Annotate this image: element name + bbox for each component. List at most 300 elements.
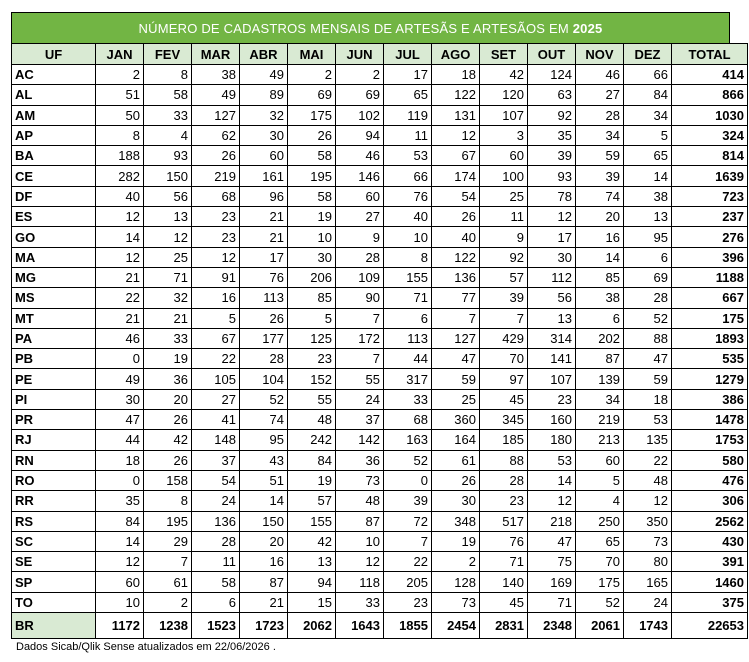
month-cell: 23 [528,389,576,409]
month-cell: 67 [432,146,480,166]
month-cell: 36 [336,450,384,470]
month-cell: 73 [336,470,384,490]
month-cell: 97 [480,369,528,389]
total-cell: 2562 [672,511,748,531]
month-cell: 5 [288,308,336,328]
month-cell: 78 [528,186,576,206]
uf-cell: MA [12,247,96,267]
total-cell: 22653 [672,613,748,639]
total-cell: 1279 [672,369,748,389]
month-cell: 107 [528,369,576,389]
month-cell: 242 [288,430,336,450]
month-cell: 32 [144,288,192,308]
uf-cell: CE [12,166,96,186]
month-cell: 87 [576,349,624,369]
month-cell: 21 [96,308,144,328]
column-header-fev: FEV [144,44,192,65]
uf-cell: MG [12,267,96,287]
month-cell: 5 [192,308,240,328]
month-cell: 148 [192,430,240,450]
month-cell: 136 [192,511,240,531]
month-cell: 71 [384,288,432,308]
month-cell: 30 [528,247,576,267]
total-cell: 476 [672,470,748,490]
month-cell: 28 [480,470,528,490]
month-cell: 26 [144,410,192,430]
month-cell: 100 [480,166,528,186]
month-cell: 42 [288,531,336,551]
month-cell: 202 [576,328,624,348]
month-cell: 44 [96,430,144,450]
table-row [12,247,748,267]
month-cell: 55 [288,389,336,409]
month-cell: 7 [336,308,384,328]
month-cell: 52 [576,592,624,612]
month-cell: 63 [528,85,576,105]
month-cell: 47 [528,531,576,551]
month-cell: 2831 [480,613,528,639]
month-cell: 360 [432,410,480,430]
month-cell: 94 [288,572,336,592]
month-cell: 69 [288,85,336,105]
month-cell: 19 [144,349,192,369]
uf-cell: AL [12,85,96,105]
month-cell: 37 [192,450,240,470]
month-cell: 85 [576,267,624,287]
table-row [12,389,748,409]
month-cell: 136 [432,267,480,287]
total-cell: 1030 [672,105,748,125]
month-cell: 43 [240,450,288,470]
month-cell: 65 [384,85,432,105]
month-cell: 16 [240,552,288,572]
total-cell: 324 [672,125,748,145]
table-row [12,470,748,490]
month-cell: 48 [288,410,336,430]
month-cell: 139 [576,369,624,389]
month-cell: 68 [192,186,240,206]
month-cell: 93 [528,166,576,186]
month-cell: 19 [288,207,336,227]
month-cell: 56 [528,288,576,308]
month-cell: 28 [192,531,240,551]
month-cell: 60 [96,572,144,592]
uf-cell: AP [12,125,96,145]
month-cell: 35 [96,491,144,511]
month-cell: 4 [576,491,624,511]
month-cell: 41 [192,410,240,430]
month-cell: 94 [336,125,384,145]
month-cell: 51 [96,85,144,105]
total-cell: 375 [672,592,748,612]
month-cell: 66 [384,166,432,186]
month-cell: 124 [528,65,576,85]
table-title-text: NÚMERO DE CADASTROS MENSAIS DE ARTESÃS E ARTESÃOS EM [138,21,573,36]
month-cell: 155 [288,511,336,531]
month-cell: 7 [480,308,528,328]
month-cell: 122 [432,85,480,105]
month-cell: 39 [576,166,624,186]
month-cell: 35 [528,125,576,145]
column-header-set: SET [480,44,528,65]
month-cell: 40 [432,227,480,247]
month-cell: 17 [240,247,288,267]
month-cell: 6 [384,308,432,328]
month-cell: 87 [336,511,384,531]
month-cell: 113 [240,288,288,308]
month-cell: 26 [432,207,480,227]
month-cell: 18 [624,389,672,409]
month-cell: 1523 [192,613,240,639]
month-cell: 317 [384,369,432,389]
month-cell: 13 [288,552,336,572]
month-cell: 25 [480,186,528,206]
month-cell: 20 [576,207,624,227]
month-cell: 0 [96,349,144,369]
month-cell: 23 [480,491,528,511]
table-row [12,369,748,389]
month-cell: 36 [144,369,192,389]
month-cell: 26 [144,450,192,470]
month-cell: 59 [624,369,672,389]
month-cell: 21 [240,227,288,247]
month-cell: 104 [240,369,288,389]
uf-cell: GO [12,227,96,247]
uf-cell: SP [12,572,96,592]
total-cell: 1460 [672,572,748,592]
total-cell: 237 [672,207,748,227]
month-cell: 58 [144,85,192,105]
month-cell: 72 [384,511,432,531]
month-cell: 6 [624,247,672,267]
month-cell: 6 [576,308,624,328]
month-cell: 10 [336,531,384,551]
uf-cell: SE [12,552,96,572]
summary-row [12,613,748,639]
month-cell: 12 [432,125,480,145]
total-cell: 396 [672,247,748,267]
month-cell: 80 [624,552,672,572]
month-cell: 55 [336,369,384,389]
month-cell: 73 [432,592,480,612]
month-cell: 1855 [384,613,432,639]
month-cell: 105 [192,369,240,389]
uf-cell: RN [12,450,96,470]
total-cell: 306 [672,491,748,511]
month-cell: 29 [144,531,192,551]
month-cell: 32 [240,105,288,125]
month-cell: 19 [432,531,480,551]
column-header-jul: JUL [384,44,432,65]
uf-cell: AM [12,105,96,125]
month-cell: 57 [288,491,336,511]
month-cell: 59 [576,146,624,166]
total-cell: 580 [672,450,748,470]
month-cell: 46 [576,65,624,85]
month-cell: 0 [96,470,144,490]
month-cell: 2 [288,65,336,85]
month-cell: 1723 [240,613,288,639]
month-cell: 61 [432,450,480,470]
table-body [12,65,748,639]
month-cell: 34 [624,105,672,125]
month-cell: 33 [336,592,384,612]
month-cell: 2 [336,65,384,85]
month-cell: 175 [288,105,336,125]
month-cell: 71 [480,552,528,572]
month-cell: 10 [96,592,144,612]
total-cell: 1478 [672,410,748,430]
month-cell: 24 [336,389,384,409]
table-row [12,227,748,247]
table-row [12,288,748,308]
month-cell: 160 [528,410,576,430]
month-cell: 350 [624,511,672,531]
month-cell: 4 [144,125,192,145]
month-cell: 60 [480,146,528,166]
month-cell: 9 [480,227,528,247]
month-cell: 1643 [336,613,384,639]
month-cell: 92 [528,105,576,125]
month-cell: 146 [336,166,384,186]
table-row [12,267,748,287]
month-cell: 52 [384,450,432,470]
month-cell: 25 [144,247,192,267]
month-cell: 3 [480,125,528,145]
month-cell: 163 [384,430,432,450]
month-cell: 21 [240,207,288,227]
month-cell: 2 [96,65,144,85]
month-cell: 127 [432,328,480,348]
month-cell: 57 [480,267,528,287]
month-cell: 2062 [288,613,336,639]
month-cell: 12 [528,207,576,227]
month-cell: 127 [192,105,240,125]
uf-cell: PA [12,328,96,348]
month-cell: 119 [384,105,432,125]
month-cell: 16 [192,288,240,308]
table-row [12,491,748,511]
month-cell: 70 [480,349,528,369]
month-cell: 177 [240,328,288,348]
month-cell: 92 [480,247,528,267]
column-header-out: OUT [528,44,576,65]
month-cell: 59 [432,369,480,389]
month-cell: 33 [144,328,192,348]
month-cell: 8 [384,247,432,267]
month-cell: 1238 [144,613,192,639]
table-row [12,410,748,430]
month-cell: 23 [192,207,240,227]
month-cell: 180 [528,430,576,450]
month-cell: 27 [336,207,384,227]
month-cell: 345 [480,410,528,430]
month-cell: 13 [144,207,192,227]
month-cell: 47 [624,349,672,369]
month-cell: 77 [432,288,480,308]
column-header-ago: AGO [432,44,480,65]
month-cell: 141 [528,349,576,369]
month-cell: 53 [624,410,672,430]
month-cell: 42 [480,65,528,85]
month-cell: 348 [432,511,480,531]
total-cell: 175 [672,308,748,328]
month-cell: 15 [288,592,336,612]
month-cell: 205 [384,572,432,592]
month-cell: 44 [384,349,432,369]
month-cell: 131 [432,105,480,125]
month-cell: 85 [288,288,336,308]
month-cell: 20 [144,389,192,409]
month-cell: 67 [192,328,240,348]
month-cell: 75 [528,552,576,572]
month-cell: 17 [528,227,576,247]
month-cell: 51 [240,470,288,490]
total-cell: 723 [672,186,748,206]
month-cell: 13 [624,207,672,227]
month-cell: 49 [96,369,144,389]
month-cell: 165 [624,572,672,592]
month-cell: 24 [624,592,672,612]
month-cell: 34 [576,389,624,409]
month-cell: 26 [192,146,240,166]
month-cell: 23 [384,592,432,612]
month-cell: 30 [96,389,144,409]
uf-cell: PB [12,349,96,369]
month-cell: 164 [432,430,480,450]
table-row [12,125,748,145]
month-cell: 84 [624,85,672,105]
month-cell: 48 [336,491,384,511]
month-cell: 22 [384,552,432,572]
column-header-dez: DEZ [624,44,672,65]
month-cell: 30 [288,247,336,267]
month-cell: 50 [96,105,144,125]
month-cell: 90 [336,288,384,308]
table-row [12,531,748,551]
month-cell: 28 [576,105,624,125]
total-cell: 1639 [672,166,748,186]
table-title-year: 2025 [572,21,603,36]
table-row [12,207,748,227]
table-row [12,85,748,105]
month-cell: 20 [240,531,288,551]
month-cell: 195 [144,511,192,531]
month-cell: 68 [384,410,432,430]
column-header-uf: UF [12,44,96,65]
month-cell: 517 [480,511,528,531]
month-cell: 91 [192,267,240,287]
month-cell: 39 [480,288,528,308]
table-row [12,349,748,369]
column-header-abr: ABR [240,44,288,65]
table-row [12,430,748,450]
month-cell: 88 [624,328,672,348]
month-cell: 69 [336,85,384,105]
month-cell: 158 [144,470,192,490]
total-cell: 667 [672,288,748,308]
month-cell: 27 [192,389,240,409]
month-cell: 69 [624,267,672,287]
month-cell: 218 [528,511,576,531]
month-cell: 11 [192,552,240,572]
total-cell: 276 [672,227,748,247]
month-cell: 28 [336,247,384,267]
month-cell: 93 [144,146,192,166]
month-cell: 33 [384,389,432,409]
month-cell: 12 [96,552,144,572]
month-cell: 21 [240,592,288,612]
month-cell: 66 [624,65,672,85]
month-cell: 206 [288,267,336,287]
month-cell: 39 [528,146,576,166]
uf-cell: MT [12,308,96,328]
table-row [12,105,748,125]
month-cell: 14 [96,531,144,551]
month-cell: 25 [432,389,480,409]
month-cell: 7 [336,349,384,369]
month-cell: 56 [144,186,192,206]
month-cell: 73 [624,531,672,551]
month-cell: 65 [624,146,672,166]
month-cell: 0 [384,470,432,490]
month-cell: 22 [624,450,672,470]
month-cell: 84 [288,450,336,470]
month-cell: 213 [576,430,624,450]
total-cell: 1893 [672,328,748,348]
uf-cell: MS [12,288,96,308]
month-cell: 45 [480,592,528,612]
data-table [11,43,748,639]
total-cell: 1188 [672,267,748,287]
month-cell: 26 [432,470,480,490]
month-cell: 10 [384,227,432,247]
month-cell: 219 [192,166,240,186]
month-cell: 169 [528,572,576,592]
month-cell: 125 [288,328,336,348]
month-cell: 185 [480,430,528,450]
table-row [12,166,748,186]
month-cell: 21 [144,308,192,328]
month-cell: 76 [384,186,432,206]
table-row [12,552,748,572]
month-cell: 38 [192,65,240,85]
month-cell: 8 [144,65,192,85]
month-cell: 95 [240,430,288,450]
month-cell: 58 [288,186,336,206]
month-cell: 16 [576,227,624,247]
month-cell: 161 [240,166,288,186]
month-cell: 18 [96,450,144,470]
month-cell: 70 [576,552,624,572]
total-cell: 386 [672,389,748,409]
month-cell: 27 [576,85,624,105]
column-header-jan: JAN [96,44,144,65]
uf-cell: PI [12,389,96,409]
month-cell: 6 [192,592,240,612]
total-cell: 866 [672,85,748,105]
month-cell: 112 [528,267,576,287]
month-cell: 40 [96,186,144,206]
month-cell: 23 [288,349,336,369]
table-row [12,511,748,531]
month-cell: 102 [336,105,384,125]
month-cell: 49 [192,85,240,105]
month-cell: 118 [336,572,384,592]
month-cell: 46 [336,146,384,166]
month-cell: 152 [288,369,336,389]
month-cell: 61 [144,572,192,592]
